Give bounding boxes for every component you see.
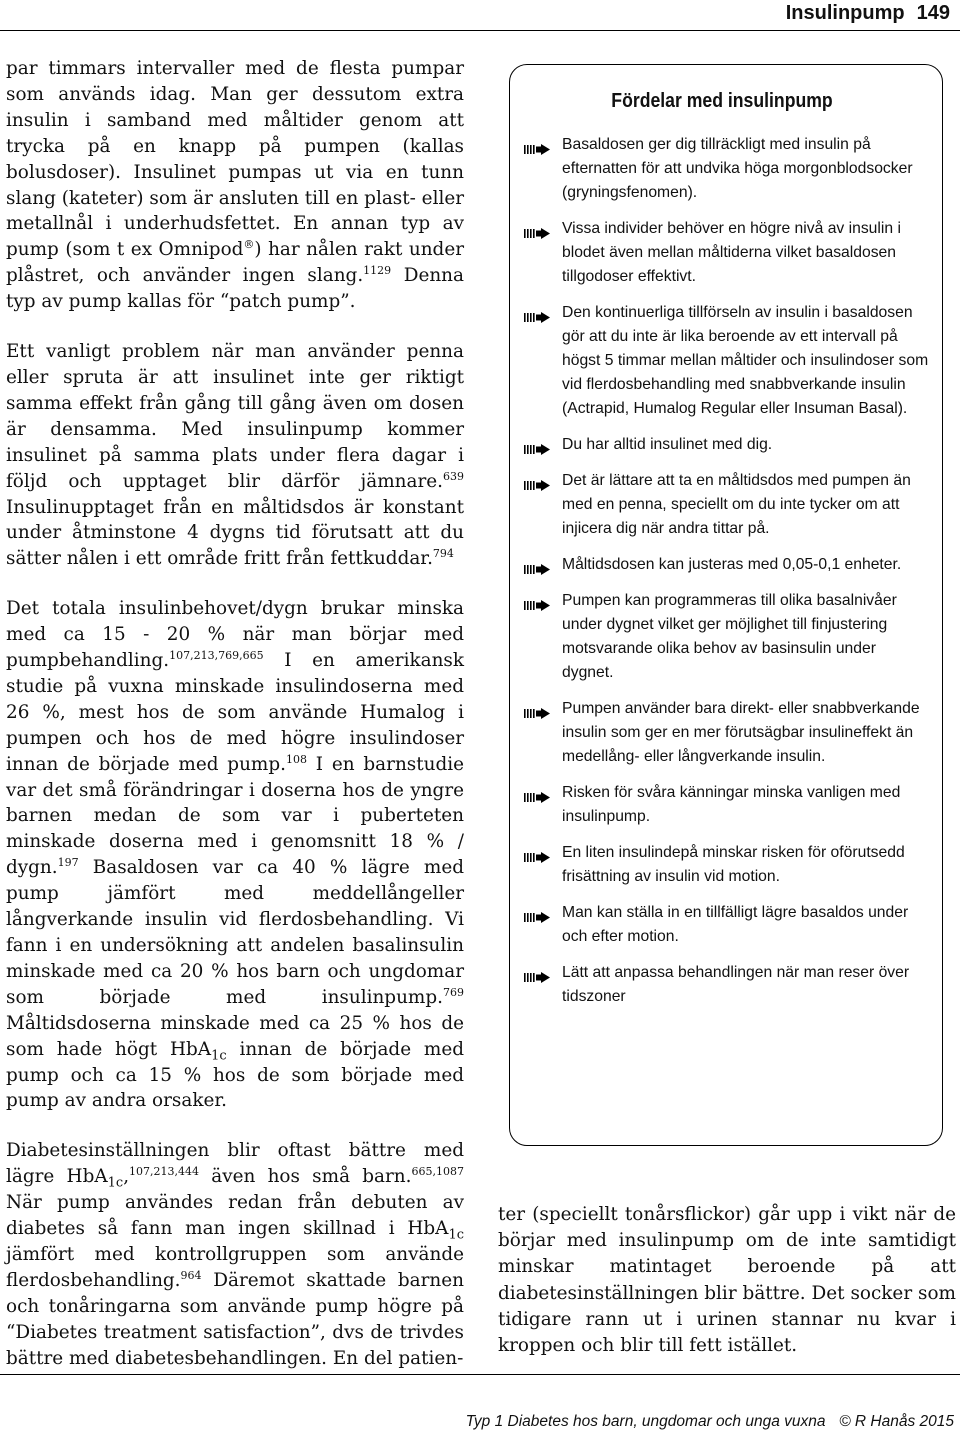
advantage-text: Det är lättare att ta en måltidsdos med pumpen än med en penna, speciellt om du inte tycker om att injicera dig när andra tittar på. (562, 472, 911, 537)
arrow-right-icon (524, 703, 550, 714)
continuation-paragraph: ter (speciellt tonårsflickor) går upp i vikt när de börjar med insulinpump om de inte samtidigt minskar matintaget beroende på att diabetesinställningen blir bättre. Det socker som tidigare rann ut i urinen stannar nu kvar i kroppen och blir till fett istället. (498, 1204, 956, 1357)
advantage-item (510, 133, 942, 205)
arrow-right-icon (524, 559, 550, 570)
reference: 107,213,769,665 (169, 648, 264, 662)
advantage-text: Pumpen kan programmeras till olika basalnivåer under dygnet vilket ger möjlighet till finjustering motsvarande olika behov av basinsulin under dygnet. (562, 592, 897, 681)
reference: 1129 (363, 264, 392, 278)
reference: 665,1087 (411, 1165, 464, 1179)
arrow-right-icon (524, 307, 550, 318)
arrow-right-icon (524, 847, 550, 858)
advantage-text: En liten insulindepå minskar risken för oförutsedd frisättning av insulin vid motion. (562, 844, 905, 885)
advantage-item (510, 901, 942, 949)
chapter-title: Insulinpump (785, 2, 905, 24)
reference: 108 (286, 752, 307, 766)
reference: 197 (57, 856, 79, 870)
advantage-text: Vissa individer behöver en högre nivå av insulin i blodet även mellan måltiderna vilket basaldosen tillgodoser effektivt. (562, 220, 901, 285)
paragraph-patch-pump: par timmars intervaller med de flesta pumpar som används idag. Man ger dessutom extra insulin i samband med måltider genom att trycka på en knapp på pumpen (kallas bolusdoser). Insulinet pumpas ut via en tunn slang (kateter) som är ansluten till en plast- eller metallnål i underhudsfettet. En annan typ av pump (som t ex Omnipod®) har nålen rakt under plåstret, och använder ingen slang.$^{1129}$ Denna typ av pump kallas för “patch pump”. (6, 58, 465, 313)
advantage-item (510, 217, 942, 289)
advantage-item (510, 589, 942, 685)
advantage-text: Man kan ställa in en tillfälligt lägre basaldos under och efter motion. (562, 904, 909, 945)
arrow-right-icon (524, 967, 550, 978)
author-year: R Hanås 2015 (854, 1413, 954, 1430)
reference: 107,213,444 (129, 1165, 200, 1179)
advantage-item (510, 469, 942, 541)
paragraph-hba1c: Diabetesinställningen blir oftast bättre med lägre HbA$_{1c}$,$^{107,213,444}$ även hos små barn.$^{665,1087}$ När pump användes redan från debuten av diabetes så fann man ingen skillnad i HbA$_{1c}$ jämfört med kontrollgruppen som använde flerdosbehandling.$^{964}$ Däremot skattade barnen och tonåringarna som använde pump högre på “Diabetes treatment satisfaction”, dvs de trivdes bättre med diabetesbehandlingen. En del patien- (6, 1140, 464, 1369)
subscript: 1c (211, 1048, 227, 1064)
footer-rule (0, 1374, 960, 1375)
registered-mark: ® (243, 238, 255, 252)
arrow-right-icon (524, 475, 550, 486)
advantage-item (510, 433, 942, 457)
reference: 964 (180, 1268, 202, 1282)
page-footer (466, 1413, 954, 1431)
advantage-text: Lätt att anpassa behandlingen när man reser över tidszoner (562, 964, 910, 1005)
advantage-text: Risken för svåra känningar minska vanligen med insulinpump. (562, 784, 901, 825)
box-title: Fördelar med insulinpump (611, 89, 833, 112)
paragraph-insulin-need: Det totala insulinbehovet/dygn brukar minska med ca 15 - 20 % när man börjar med pumpbehandling.$^{107,213,769,665}$ I en amerikansk studie på vuxna minskade insulindoserna med 26 %, mest hos de som använde Humalog i pumpen och hos de med högre insulindoser innan de började med pump.$^{108}$ I en barnstudie var det små förändringar i doserna hos de yngre barnen medan de som var i puberteten minskade doserna med i genomsnitt 18 % / dygn.$^{197}$ Basaldosen var ca 40 % lägre med pump jämfört med meddellångeller långverkande insulin vid flerdosbehandling. Vi fann i en undersökning att andelen basalinsulin minskade med ca 20 % hos barn och ungdomar som började med insulinpump.$^{769}$ Måltidsdoserna minskade med ca 25 % hos de som hade högt HbA$_{1c}$ innan de började med pump och ca 15 % hos de som började med pump av andra orsaker. (6, 598, 464, 1112)
copyright-symbol: © (839, 1413, 851, 1430)
advantage-text: Pumpen använder bara direkt- eller snabbverkande insulin som ger en mer förutsägbar insulineffekt än medellång- eller långverkande insulin. (562, 700, 920, 765)
running-header (786, 2, 950, 25)
advantage-text: Den kontinuerliga tillförseln av insulin i basaldosen gör att du inte är lika beroende av ett intervall på högst 5 timmar mellan måltider och insulindoser som vid flerdosbehandling med snabbverkande insulin (Actrapid, Humalog Regular eller Insuman Basal). (562, 304, 929, 417)
arrow-right-icon (524, 907, 550, 918)
reference: 639 (443, 469, 464, 483)
advantage-item (510, 841, 942, 889)
advantage-item (510, 697, 942, 769)
subscript: 1c (107, 1175, 124, 1191)
advantage-item (510, 781, 942, 829)
header-rule (0, 30, 960, 31)
advantage-item (510, 301, 942, 421)
advantage-text: Måltidsdosen kan justeras med 0,05-0,1 enheter. (562, 556, 902, 573)
advantage-text: Basaldosen ger dig tillräckligt med insulin på efternatten för att undvika höga morgonblodsocker (gryningsfenomen). (562, 136, 913, 201)
arrow-right-icon (524, 223, 550, 234)
arrow-right-icon (524, 595, 550, 606)
paragraph-absorption: Ett vanligt problem när man använder penna eller spruta är att insulinet inte ger riktigt samma effekt från gång till gång även om dosen är densamma. Med insulinpump kommer insulinet på samma plats under flera dagar i följd och upptaget blir därför jämnare.$^{639}$ Insulinupptaget från en måltidsdos är konstant under åtminstone 4 dygns tid förutsatt att du sätter nålen i ett område fritt från fettkuddar.$^{794}$ (6, 341, 464, 570)
advantages-box (509, 64, 943, 1146)
advantage-item (510, 961, 942, 1009)
advantage-item (510, 553, 942, 577)
arrow-right-icon (524, 787, 550, 798)
book-title: Typ 1 Diabetes hos barn, ungdomar och unga vuxna (465, 1413, 826, 1430)
page-number: 149 (916, 2, 950, 24)
advantage-text: Du har alltid insulinet med dig. (562, 436, 773, 453)
left-column (6, 56, 464, 1396)
subscript: 1c (448, 1227, 464, 1243)
reference: 769 (443, 985, 464, 999)
reference: 794 (432, 547, 454, 561)
arrow-right-icon (524, 439, 550, 450)
advantages-list (510, 133, 942, 1009)
arrow-right-icon (524, 139, 550, 150)
